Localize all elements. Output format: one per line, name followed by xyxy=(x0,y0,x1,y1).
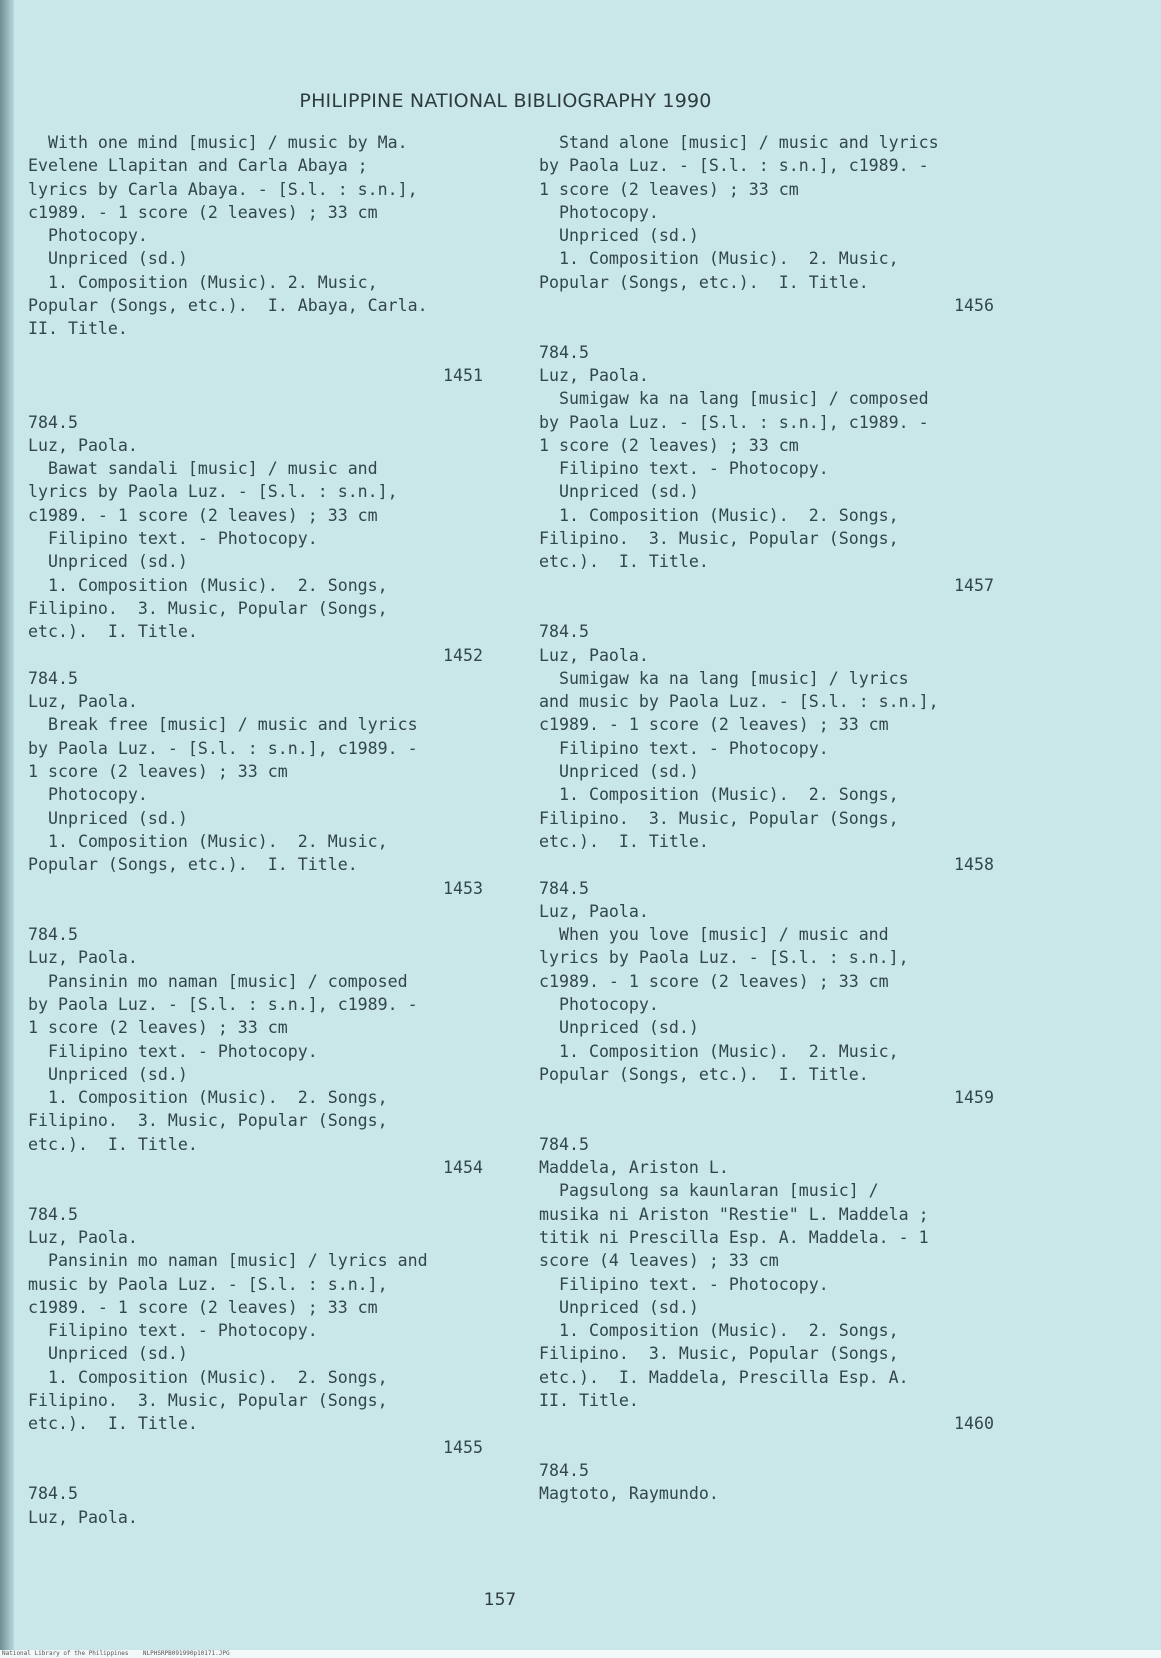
entry-line: Stand alone [music] / music and lyrics xyxy=(539,133,939,152)
entry-line: Photocopy. xyxy=(28,226,148,246)
entry-line: Filipino. 3. Music, Popular (Songs, xyxy=(539,529,899,549)
entry-line: titik ni Prescilla Esp. A. Maddela. - 1 xyxy=(539,1227,929,1247)
entry-line: Popular (Songs, etc.). I. Title. xyxy=(539,1064,869,1084)
entry-line: Filipino. 3. Music, Popular (Songs, xyxy=(539,1344,899,1364)
entry-line: Filipino. 3. Music, Popular (Songs, xyxy=(539,808,899,828)
entry-line: Unpriced (sd.) xyxy=(539,226,699,246)
entry-line: 1 score (2 leaves) ; 33 cm xyxy=(28,762,288,782)
entry-line: Pansinin mo naman [music] / lyrics and xyxy=(28,1251,428,1271)
entry-line: When you love [music] / music and xyxy=(539,925,889,945)
entry-line: Photocopy. xyxy=(539,994,659,1014)
entry-line: Luz, Paola. xyxy=(28,1507,138,1527)
entry-number: 1451 xyxy=(443,365,483,385)
entry-line: Luz, Paola. xyxy=(28,692,138,712)
entry-line: lyrics by Carla Abaya. - [S.l. : s.n.], xyxy=(28,179,418,199)
entry-line: Popular (Songs, etc.). I. Abaya, Carla. xyxy=(28,296,428,316)
entry-line: 1. Composition (Music). 2. Songs, xyxy=(539,1321,899,1341)
blank-line xyxy=(539,597,1004,620)
entry-line: music by Paola Luz. - [S.l. : s.n.], xyxy=(28,1274,388,1294)
entry-number: 1458 xyxy=(954,855,994,875)
entry-line: by Paola Luz. - [S.l. : s.n.], c1989. - xyxy=(28,738,418,758)
entry-line: Luz, Paola. xyxy=(28,948,138,968)
entry-line: 784.5 xyxy=(539,878,589,898)
entry-line: etc.). I. Title. xyxy=(28,622,198,642)
entry-number: 1459 xyxy=(954,1088,994,1108)
entry-line: II. Title. xyxy=(28,319,128,339)
entry-line: 1. Composition (Music). 2. Songs, xyxy=(539,785,899,805)
entry-line: 784.5 xyxy=(28,668,78,688)
entry-line: Pansinin mo naman [music] / composed xyxy=(28,971,408,991)
entry-line: by Paola Luz. - [S.l. : s.n.], c1989. - xyxy=(28,994,418,1014)
entry-line: Popular (Songs, etc.). I. Title. xyxy=(539,272,869,292)
entry-line: 1. Composition (Music). 2. Songs, xyxy=(28,1367,388,1387)
entry-number: 1452 xyxy=(443,645,483,665)
entry-line: Luz, Paola. xyxy=(28,1227,138,1247)
entry-line: Luz, Paola. xyxy=(539,365,649,385)
entry-line: etc.). I. Maddela, Prescilla Esp. A. xyxy=(539,1367,909,1387)
page-title: PHILIPPINE NATIONAL BIBLIOGRAPHY 1990 xyxy=(299,90,712,112)
entry-line: 1. Composition (Music). 2. Songs, xyxy=(28,575,388,595)
entry-line: 784.5 xyxy=(539,1134,589,1154)
entry-line: Magtoto, Raymundo. xyxy=(539,1484,719,1504)
entry-line: Unpriced (sd.) xyxy=(539,1018,699,1038)
entry-line: Luz, Paola. xyxy=(28,435,138,455)
entry-line: Filipino text. - Photocopy. xyxy=(539,738,829,758)
entry-line: Pagsulong sa kaunlaran [music] / xyxy=(539,1181,879,1201)
blank-line xyxy=(539,1436,1004,1459)
entry-line: etc.). I. Title. xyxy=(539,552,709,572)
entry-line: Unpriced (sd.) xyxy=(28,1064,188,1084)
entry-number: 1453 xyxy=(443,878,483,898)
left-column xyxy=(28,131,493,1529)
entry-line: 784.5 xyxy=(539,1460,589,1480)
entry-line: etc.). I. Title. xyxy=(539,831,709,851)
entry-line: 784.5 xyxy=(539,342,589,362)
entry-number: 1455 xyxy=(443,1437,483,1457)
entry-line: Unpriced (sd.) xyxy=(539,762,699,782)
blank-line xyxy=(539,1109,1004,1132)
entry-line: Maddela, Ariston L. xyxy=(539,1158,729,1178)
entry-line: c1989. - 1 score (2 leaves) ; 33 cm xyxy=(28,505,378,525)
entry-line: 1. Composition (Music). 2. Music, xyxy=(28,831,388,851)
entry-line: 784.5 xyxy=(28,1484,78,1504)
entry-line: Bawat sandali [music] / music and xyxy=(28,459,378,479)
entry-line: 784.5 xyxy=(539,622,589,642)
blank-line xyxy=(28,341,493,364)
entry-line: lyrics by Paola Luz. - [S.l. : s.n.], xyxy=(539,948,909,968)
entry-line: 1. Composition (Music). 2. Songs, xyxy=(28,1088,388,1108)
entry-line: 1 score (2 leaves) ; 33 cm xyxy=(539,435,799,455)
entry-line: 1 score (2 leaves) ; 33 cm xyxy=(539,179,799,199)
blank-line xyxy=(28,387,493,410)
entry-line: etc.). I. Title. xyxy=(28,1134,198,1154)
entry-line: 1 score (2 leaves) ; 33 cm xyxy=(28,1018,288,1038)
entry-line: 1. Composition (Music). 2. Music, xyxy=(28,272,378,292)
scan-caption: National Library of the Philippines NLPHSRPB091990p10171.JPG xyxy=(0,1650,1161,1658)
entry-line: Filipino. 3. Music, Popular (Songs, xyxy=(28,598,388,618)
entry-number: 1456 xyxy=(954,296,994,316)
entry-number: 1457 xyxy=(954,575,994,595)
entry-line: Break free [music] / music and lyrics xyxy=(28,715,418,735)
entry-line: Unpriced (sd.) xyxy=(539,1297,699,1317)
entry-line: Sumigaw ka na lang [music] / composed xyxy=(539,389,929,409)
entry-line: With one mind [music] / music by Ma. xyxy=(28,133,408,152)
blank-line xyxy=(28,1459,493,1482)
entry-line: Unpriced (sd.) xyxy=(28,1344,188,1364)
entry-line: Filipino text. - Photocopy. xyxy=(28,1321,318,1341)
entry-line: Filipino. 3. Music, Popular (Songs, xyxy=(28,1391,388,1411)
entry-line: 784.5 xyxy=(28,925,78,945)
entry-line: Filipino. 3. Music, Popular (Songs, xyxy=(28,1111,388,1131)
entry-line: Unpriced (sd.) xyxy=(28,808,188,828)
entry-line: Filipino text. - Photocopy. xyxy=(28,1041,318,1061)
entry-line: Luz, Paola. xyxy=(539,901,649,921)
entry-line: Photocopy. xyxy=(28,785,148,805)
entry-line: c1989. - 1 score (2 leaves) ; 33 cm xyxy=(539,715,889,735)
entry-line: Filipino text. - Photocopy. xyxy=(539,1274,829,1294)
entry-line: etc.). I. Title. xyxy=(28,1414,198,1434)
entry-line: Unpriced (sd.) xyxy=(539,482,699,502)
blank-line xyxy=(539,317,1004,340)
entry-line: Unpriced (sd.) xyxy=(28,249,188,269)
entry-line: c1989. - 1 score (2 leaves) ; 33 cm xyxy=(539,971,889,991)
page-number: 157 xyxy=(483,1590,517,1610)
entry-line: Unpriced (sd.) xyxy=(28,552,188,572)
right-column xyxy=(539,131,1004,1506)
entry-line: 784.5 xyxy=(28,1204,78,1224)
entry-number: 1460 xyxy=(954,1414,994,1434)
entry-number: 1454 xyxy=(443,1158,483,1178)
entry-line: 1. Composition (Music). 2. Music, xyxy=(539,1041,899,1061)
blank-line xyxy=(28,1179,493,1202)
entry-line: 1. Composition (Music). 2. Songs, xyxy=(539,505,899,525)
blank-line xyxy=(28,900,493,923)
entry-line: c1989. - 1 score (2 leaves) ; 33 cm xyxy=(28,1297,378,1317)
entry-line: lyrics by Paola Luz. - [S.l. : s.n.], xyxy=(28,482,398,502)
entry-line: Evelene Llapitan and Carla Abaya ; xyxy=(28,156,368,176)
entry-line: Sumigaw ka na lang [music] / lyrics xyxy=(539,668,909,688)
scan-edge-shadow xyxy=(0,0,14,1658)
entry-line: and music by Paola Luz. - [S.l. : s.n.], xyxy=(539,692,939,712)
entry-line: Filipino text. - Photocopy. xyxy=(539,459,829,479)
entry-line: Filipino text. - Photocopy. xyxy=(28,529,318,549)
entry-line: score (4 leaves) ; 33 cm xyxy=(539,1251,779,1271)
entry-line: c1989. - 1 score (2 leaves) ; 33 cm xyxy=(28,202,378,222)
entry-line: musika ni Ariston "Restie" L. Maddela ; xyxy=(539,1204,929,1224)
entry-line: Popular (Songs, etc.). I. Title. xyxy=(28,855,358,875)
entry-line: II. Title. xyxy=(539,1391,639,1411)
entry-line: by Paola Luz. - [S.l. : s.n.], c1989. - xyxy=(539,156,929,176)
entry-line: Luz, Paola. xyxy=(539,645,649,665)
entry-line: Photocopy. xyxy=(539,202,659,222)
entry-line: 1. Composition (Music). 2. Music, xyxy=(539,249,899,269)
entry-line: 784.5 xyxy=(28,412,78,432)
entry-line: by Paola Luz. - [S.l. : s.n.], c1989. - xyxy=(539,412,929,432)
